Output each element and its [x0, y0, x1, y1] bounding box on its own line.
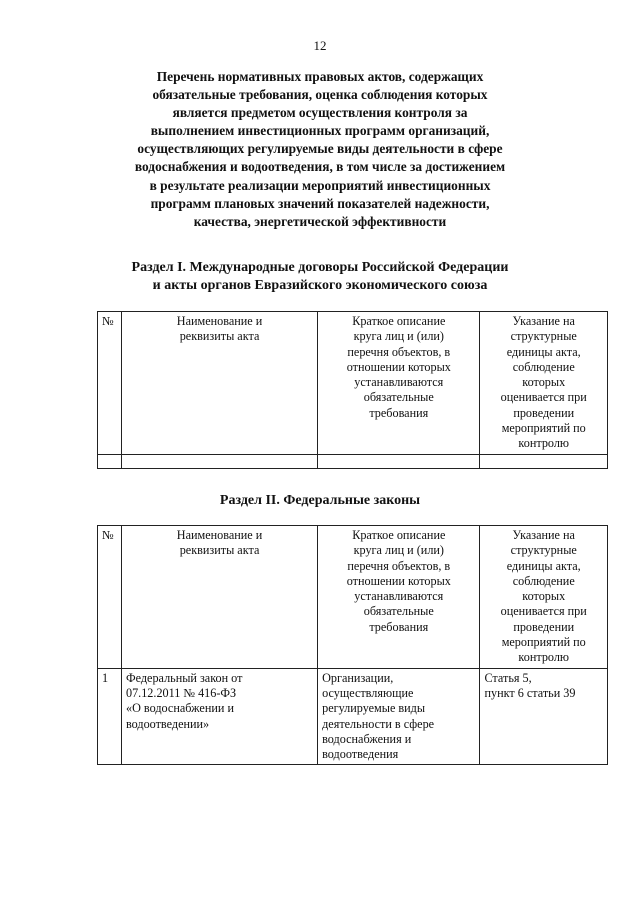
section-heading-line: и акты органов Евразийского экономического союза [152, 278, 488, 293]
title-line: выполнением инвестиционных программ организаций, [150, 123, 490, 139]
header-name: Наименование и реквизиты акта [121, 526, 317, 669]
row-structural-units: Статья 5, пункт 6 статьи 39 [480, 668, 608, 765]
title-line: качества, энергетической эффективности [193, 213, 447, 229]
title-line: в результате реализации мероприятий инвестиционных [149, 177, 491, 193]
section-heading-line: Раздел I. Международные договоры Российской Федерации [131, 260, 509, 275]
section-1-heading [60, 259, 580, 295]
header-number: № [98, 526, 122, 669]
title-line: обязательные требования, оценка соблюдения которых [152, 87, 488, 103]
header-units: Указание на структурные единицы акта, соблюдение которых оценивается при проведении мероприятий по контролю [480, 312, 608, 455]
section-2-table [97, 525, 608, 765]
document-title [110, 68, 530, 231]
row-description: Организации, осуществляющие регулируемые виды деятельности в сфере водоснабжения и водоотведения [318, 668, 480, 765]
header-units: Указание на структурные единицы акта, соблюдение которых оценивается при проведении мероприятий по контролю [480, 526, 608, 669]
header-description: Краткое описание круга лиц и (или) перечня объектов, в отношении которых устанавливаются обязательные требования [318, 312, 480, 455]
table-row [98, 668, 608, 765]
section-heading-line: Раздел II. Федеральные законы [219, 493, 421, 508]
header-name: Наименование и реквизиты акта [121, 312, 317, 455]
title-line: Перечень нормативных правовых актов, содержащих [156, 69, 484, 84]
table-header-row [98, 526, 608, 669]
page-number: 12 [313, 38, 327, 53]
title-line: водоснабжения и водоотведения, в том числе за достижением [134, 159, 506, 175]
section-1-table [97, 311, 608, 469]
empty-table-row [98, 454, 608, 468]
header-description: Краткое описание круга лиц и (или) перечня объектов, в отношении которых устанавливаются обязательные требования [318, 526, 480, 669]
header-number: № [98, 312, 122, 455]
row-number: 1 [98, 668, 122, 765]
title-line: является предметом осуществления контроля за [172, 105, 468, 121]
row-act-name: Федеральный закон от 07.12.2011 № 416-ФЗ «О водоснабжении и водоотведении» [121, 668, 317, 765]
section-2-heading [60, 492, 580, 510]
title-line: осуществляющих регулируемые виды деятельности в сфере [137, 141, 503, 157]
table-header-row [98, 312, 608, 455]
title-line: программ плановых значений показателей надежности, [150, 195, 490, 211]
